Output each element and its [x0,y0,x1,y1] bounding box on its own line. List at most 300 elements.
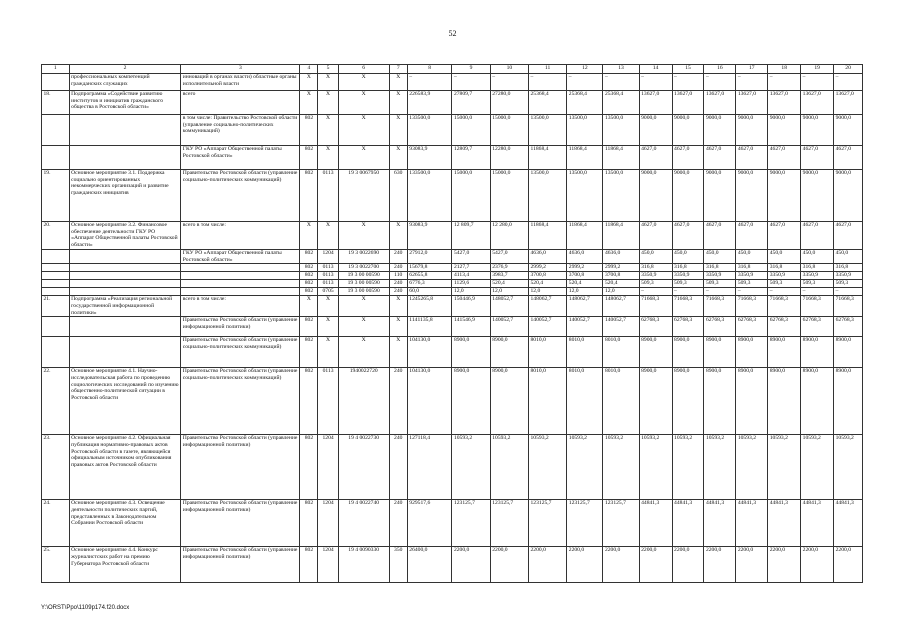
table-cell: 4627,0 [704,222,736,250]
table-cell: – [529,74,567,91]
table-cell: – [736,74,768,91]
table-cell: 8900,0 [490,337,528,368]
table-cell: 2376,9 [490,264,528,272]
table-row [42,222,863,250]
table-cell: ГКУ РО «Аппарат Общественной палаты Ростовской области» [181,249,300,263]
table-cell: 2127,7 [452,264,490,272]
table-cell: 929517,6 [407,500,452,547]
table-cell: 226583,9 [407,91,452,115]
table-cell: 44841,3 [672,500,704,547]
table-row [42,264,863,272]
table-cell: 27280,0 [490,91,528,115]
table-cell: 316,8 [768,264,801,272]
table-cell: 110 [389,272,407,280]
table-cell: 450,0 [639,249,672,263]
table-cell: 9000,0 [639,115,672,146]
table-cell: 12,0 [490,288,528,296]
table-cell: 1141135,8 [407,317,452,337]
table-cell: 509,3 [704,280,736,288]
table-cell: 10593,2 [801,435,834,500]
table-cell: 2200,0 [768,547,801,583]
table-cell: – [834,74,863,91]
table-cell: 9000,0 [768,170,801,222]
table-cell: всего в том числе: [181,222,300,250]
table-cell: 6776,3 [407,280,452,288]
budget-table [41,64,863,583]
column-number: 2 [69,65,181,74]
table-cell: X [338,337,389,368]
table-cell: 71668,3 [639,296,672,317]
table-cell: 3350,9 [639,272,672,280]
table-cell: 802 [300,317,318,337]
table-row [42,115,863,146]
table-cell: 0113 [318,170,338,222]
table-cell [69,280,181,288]
table-cell: 4636,0 [603,249,639,263]
table-cell: 4627,0 [639,222,672,250]
table-cell [69,264,181,272]
table-row [42,91,863,115]
column-number: 12 [567,65,603,74]
table-row [42,296,863,317]
table-cell: 19 4 0022740 [338,500,389,547]
table-cell: 8900,0 [452,368,490,435]
table-cell: Правительство Ростовской области (управление информационной политики) [181,435,300,500]
table-cell: 802 [300,288,318,296]
table-cell: 240 [389,500,407,547]
table-cell: 13500,0 [529,170,567,222]
table-cell: 62768,3 [639,317,672,337]
table-cell: 4636,0 [529,249,567,263]
table-cell: 93083,9 [407,146,452,170]
table-cell: 127118,4 [407,435,452,500]
table-cell: 71668,3 [672,296,704,317]
table-cell: 140052,7 [567,317,603,337]
column-number: 16 [704,65,736,74]
table-cell: 8010,0 [529,337,567,368]
table-cell: 3350,9 [801,272,834,280]
table-cell: 1940022720 [338,368,389,435]
table-cell: 9000,0 [672,170,704,222]
table-cell: 3350,9 [834,272,863,280]
table-cell [42,317,70,337]
table-cell: 240 [389,435,407,500]
table-cell: – [452,74,490,91]
table-cell: X [389,222,407,250]
table-cell: 4627,0 [672,222,704,250]
table-cell: Правительство Ростовской области (управление информационной политики) [181,547,300,583]
table-cell: 104130,0 [407,337,452,368]
table-cell: 15000,0 [452,170,490,222]
table-cell: – [639,74,672,91]
table-cell: Основное мероприятие 4.2. Официальная публикация нормативно-правовых актов Ростовской области в газете, являющейся официальным источником опубликования правовых актов Ростовской области [69,435,181,500]
table-cell: Правительство Ростовской области (управление социально-политических коммуникаций) [181,368,300,435]
table-cell: 10593,2 [672,435,704,500]
table-cell: 8900,0 [768,337,801,368]
table-cell: X [300,296,318,317]
table-cell: 802 [300,249,318,263]
table-cell: X [318,91,338,115]
table-cell: – [672,288,704,296]
table-cell: 8010,0 [603,337,639,368]
table-cell: 2200,0 [834,547,863,583]
table-cell [42,264,70,272]
table-cell: 8900,0 [639,337,672,368]
table-cell: 140052,7 [490,317,528,337]
table-cell: 19 3 00 00590 [338,272,389,280]
table-cell: 62768,3 [834,317,863,337]
table-cell: 802 [300,115,318,146]
table-cell: 148062,7 [567,296,603,317]
table-cell: 11868,4 [603,146,639,170]
table-cell: 630 [389,170,407,222]
table-cell: – [736,288,768,296]
table-cell: 4627,0 [768,146,801,170]
table-cell: 10593,2 [452,435,490,500]
table-cell [69,115,181,146]
table-cell: 13500,0 [603,115,639,146]
table-cell [69,249,181,263]
table-cell: 4627,0 [834,222,863,250]
table-cell: 150446,9 [452,296,490,317]
table-cell [181,280,300,288]
table-cell: 316,8 [704,264,736,272]
table-row [42,74,863,91]
table-cell: 802 [300,264,318,272]
table-cell: 71668,3 [704,296,736,317]
table-cell: 62768,3 [768,317,801,337]
table-cell: 8900,0 [639,368,672,435]
table-cell: 0113 [318,280,338,288]
table-cell: 3350,9 [768,272,801,280]
table-cell: 4627,0 [639,146,672,170]
table-cell: 450,0 [704,249,736,263]
table-cell: – [801,288,834,296]
table-cell: 5427,0 [490,249,528,263]
table-cell: X [338,115,389,146]
table-cell: – [801,74,834,91]
table-cell: 1204 [318,547,338,583]
table-cell: 26400,0 [407,547,452,583]
table-cell: 8900,0 [801,337,834,368]
table-cell: 93083,9 [407,222,452,250]
table-cell: 802 [300,368,318,435]
table-cell: 3350,9 [672,272,704,280]
table-cell: 8900,0 [736,337,768,368]
table-cell: Основное мероприятие 3.1. Поддержка социально ориентированных некоммерческих организаций и развитие гражданских инициатив [69,170,181,222]
table-cell: X [338,222,389,250]
table-cell: 12,0 [603,288,639,296]
table-cell: – [672,74,704,91]
table-cell: 27912,0 [407,249,452,263]
table-cell: Правительство Ростовской области (управление информационной политики) [181,500,300,547]
table-cell: 13500,0 [603,170,639,222]
table-row [42,435,863,500]
table-cell: 8900,0 [672,337,704,368]
table-cell: 3983,7 [490,272,528,280]
table-cell: 27809,7 [452,91,490,115]
column-number: 11 [529,65,567,74]
table-cell: 8900,0 [672,368,704,435]
column-number: 18 [768,65,801,74]
column-number: 10 [490,65,528,74]
table-cell: 1129,6 [452,280,490,288]
table-row [42,500,863,547]
table-cell: 3350,9 [736,272,768,280]
table-cell: 2999,2 [567,264,603,272]
table-body [42,65,863,583]
table-cell: 15000,0 [452,115,490,146]
table-cell: 15000,0 [490,115,528,146]
column-number-row [42,65,863,74]
table-cell: 0113 [318,264,338,272]
column-number: 9 [452,65,490,74]
table-cell: 71668,3 [768,296,801,317]
table-cell: профессиональных компетенций гражданских служащих [69,74,181,91]
table-cell: X [318,296,338,317]
table-cell: X [318,115,338,146]
column-number: 8 [407,65,452,74]
table-cell: 509,3 [736,280,768,288]
column-number: 13 [603,65,639,74]
table-cell: 60,0 [407,288,452,296]
table-cell: 4627,0 [704,146,736,170]
table-row [42,170,863,222]
column-number: 15 [672,65,704,74]
table-cell: 19 4 0022730 [338,435,389,500]
table-cell: 141546,9 [452,317,490,337]
table-cell: 13500,0 [567,170,603,222]
table-cell: 13627,0 [672,91,704,115]
table-cell: 13627,0 [801,91,834,115]
table-cell: 3350,9 [704,272,736,280]
table-cell: 3700,8 [603,272,639,280]
table-cell: – [834,288,863,296]
table-cell: Основное мероприятие 3.2. Финансовое обеспечение деятельности ГКУ РО «Аппарат Общественной палаты Ростовской области» [69,222,181,250]
table-cell: X [318,74,338,91]
table-cell: 11868,4 [529,222,567,250]
table-cell: Основное мероприятие 4.1. Научно-исследовательская работа по проведению социологических исследований по изучению общественно-политической ситуации в Ростовской области [69,368,181,435]
table-cell: 25. [42,547,70,583]
table-cell: 25368,4 [567,91,603,115]
table-cell: 509,3 [672,280,704,288]
table-row [42,368,863,435]
table-cell: 104130,0 [407,368,452,435]
table-cell: X [318,146,338,170]
page-number: 52 [448,29,457,38]
table-cell: 450,0 [834,249,863,263]
column-number: 6 [338,65,389,74]
table-cell: 13500,0 [567,115,603,146]
table-cell [69,272,181,280]
table-cell [42,74,70,91]
table-cell: 0113 [318,272,338,280]
table-cell: X [338,91,389,115]
table-cell: всего [181,91,300,115]
table-cell: 0113 [318,368,338,435]
table-cell: Правительство Ростовской области (управление информационной политики) [181,317,300,337]
column-number: 19 [801,65,834,74]
table-cell: 8010,0 [567,368,603,435]
table-cell: Подпрограмма «Содействие развитию институтов и инициатив гражданского общества в Ростовской области» [69,91,181,115]
table-cell: 240 [389,288,407,296]
column-number: 5 [318,65,338,74]
table-cell: 123125,7 [490,500,528,547]
table-cell: 44841,3 [801,500,834,547]
table-cell: – [639,288,672,296]
table-cell: 9000,0 [704,115,736,146]
table-cell: 20. [42,222,70,250]
table-cell: X [389,146,407,170]
table-cell: 12,0 [452,288,490,296]
table-cell: 10593,2 [567,435,603,500]
table-cell: 2200,0 [452,547,490,583]
table-cell: 11868,4 [603,222,639,250]
table-cell: 9000,0 [801,115,834,146]
table-cell: X [318,337,338,368]
table-cell: 8010,0 [567,337,603,368]
table-cell: 802 [300,280,318,288]
table-row [42,288,863,296]
table-cell: в том числе: Правительство Ростовской области (управление социально-политических коммуникаций) [181,115,300,146]
table-cell: 19 3 00 00590 [338,280,389,288]
table-cell: 15679,8 [407,264,452,272]
table-cell: Основное мероприятие 4.4. Конкурс журналистских работ на премию Губернатора Ростовской области [69,547,181,583]
table-cell: 44841,3 [768,500,801,547]
table-cell: 148052,7 [490,296,528,317]
table-cell [69,317,181,337]
column-number: 20 [834,65,863,74]
table-cell: 5427,0 [452,249,490,263]
table-cell: 8010,0 [603,368,639,435]
table-row [42,547,863,583]
table-cell: 520,4 [567,280,603,288]
table-cell: 4627,0 [672,146,704,170]
table-cell: 509,3 [639,280,672,288]
table-cell [42,272,70,280]
table-cell: 350 [389,547,407,583]
table-cell: 22. [42,368,70,435]
table-cell: 9000,0 [704,170,736,222]
table-cell: Правительство Ростовской области (управление социально-политических коммуникаций) [181,337,300,368]
table-cell: 12280,0 [490,146,528,170]
table-cell: 450,0 [801,249,834,263]
table-cell: 8900,0 [834,337,863,368]
table-cell: 19. [42,170,70,222]
table-cell [42,280,70,288]
table-cell: X [300,74,318,91]
column-number: 7 [389,65,407,74]
table-cell: – [567,74,603,91]
table-cell: 10593,2 [639,435,672,500]
table-cell: 9000,0 [834,115,863,146]
table-cell: 23. [42,435,70,500]
table-cell: 1204 [318,500,338,547]
table-cell: 240 [389,280,407,288]
table-cell: X [338,74,389,91]
table-cell: 133500,0 [407,170,452,222]
table-cell: 13627,0 [768,91,801,115]
table-cell: 4113,4 [452,272,490,280]
column-number: 14 [639,65,672,74]
table-cell: ГКУ РО «Аппарат Общественной палаты Ростовской области» [181,146,300,170]
table-cell: 509,3 [801,280,834,288]
table-cell: 25368,4 [529,91,567,115]
table-cell: 316,8 [672,264,704,272]
table-cell: 802 [300,170,318,222]
table-cell: 4627,0 [801,146,834,170]
table-cell: 13627,0 [736,91,768,115]
table-cell: 802 [300,146,318,170]
table-cell: X [389,74,407,91]
table-cell: 44841,3 [834,500,863,547]
table-cell: – [407,74,452,91]
table-cell: 18. [42,91,70,115]
table-cell: X [318,222,338,250]
table-cell: 12 809,7 [452,222,490,250]
table-cell [69,337,181,368]
table-cell: 19 3 00 00590 [338,288,389,296]
table-cell: 8900,0 [452,337,490,368]
table-cell: – [768,288,801,296]
table-cell: 9000,0 [834,170,863,222]
table-cell: 8900,0 [768,368,801,435]
table-cell: 148062,7 [529,296,567,317]
table-cell: 13627,0 [639,91,672,115]
table-cell: 316,8 [736,264,768,272]
table-cell: 62768,3 [736,317,768,337]
table-cell: 10593,2 [736,435,768,500]
table-cell: 123125,7 [529,500,567,547]
table-row [42,249,863,263]
table-cell: 62768,3 [704,317,736,337]
table-cell: 9000,0 [639,170,672,222]
column-number: 17 [736,65,768,74]
footer-file-path: Y:\ORST\Ppo\1109p174.f20.docx [41,605,130,611]
table-cell: 62655,8 [407,272,452,280]
table-cell: X [389,91,407,115]
table-cell: 9000,0 [768,115,801,146]
table-cell: 8900,0 [736,368,768,435]
table-cell: 3700,8 [567,272,603,280]
table-cell: 450,0 [672,249,704,263]
table-cell: 316,8 [801,264,834,272]
table-cell: 0705 [318,288,338,296]
table-cell: X [389,115,407,146]
table-cell: Основное мероприятие 4.3. Освещение деятельности политических партий, представленных в Законодательном Собрании Ростовской области [69,500,181,547]
table-cell: 9000,0 [801,170,834,222]
table-cell: 12809,7 [452,146,490,170]
table-cell: 450,0 [768,249,801,263]
table-cell: 2200,0 [490,547,528,583]
table-cell: 13627,0 [704,91,736,115]
table-cell: 2200,0 [801,547,834,583]
table-cell: X [389,337,407,368]
table-cell: 11868,4 [567,146,603,170]
table-cell [42,146,70,170]
table-cell: 19 3 0067950 [338,170,389,222]
table-cell: 2200,0 [736,547,768,583]
table-row [42,337,863,368]
table-cell: 148062,7 [603,296,639,317]
table-cell: Правительство Ростовской области (управление социально-политических коммуникаций) [181,170,300,222]
table-cell: 10593,2 [768,435,801,500]
table-cell: 19 3 0022690 [338,249,389,263]
table-cell: 12,0 [567,288,603,296]
table-cell: 1245265,8 [407,296,452,317]
table-cell: 4627,0 [736,146,768,170]
table-row [42,146,863,170]
